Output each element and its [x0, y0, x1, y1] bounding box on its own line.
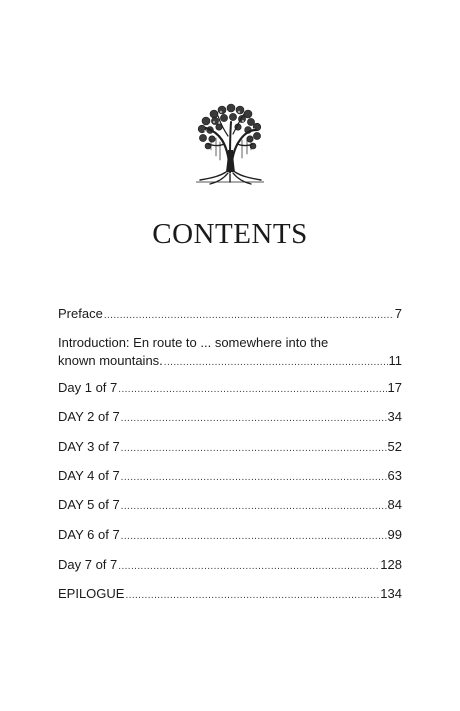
toc-entry-label: DAY 3 of 7 — [58, 439, 120, 454]
toc-entry-introduction[interactable] — [58, 334, 402, 372]
toc-entry-page: 99 — [387, 527, 402, 542]
dot-leader — [121, 469, 387, 487]
toc-entry-day-5[interactable] — [58, 496, 402, 516]
toc-entry-label: DAY 4 of 7 — [58, 468, 120, 483]
toc-entry-label: Preface — [58, 306, 103, 321]
toc-entry-day-6[interactable] — [58, 526, 402, 546]
dot-leader — [121, 528, 387, 546]
toc-entry-label: DAY 2 of 7 — [58, 409, 120, 424]
dot-leader — [118, 381, 386, 399]
toc-entry-page: 11 — [388, 353, 402, 368]
toc-entry-page: 84 — [387, 497, 402, 512]
toc-entry-day-2[interactable] — [58, 408, 402, 428]
dot-leader — [118, 558, 379, 576]
toc-entry-day-1[interactable] — [58, 379, 402, 399]
toc-entry-page: 7 — [394, 306, 402, 321]
tree-icon — [190, 100, 270, 190]
dot-leader — [121, 440, 387, 458]
toc-entry-epilogue[interactable] — [58, 585, 402, 605]
toc-entry-page: 128 — [380, 557, 402, 572]
toc-entry-page: 34 — [387, 409, 402, 424]
toc-entry-page: 134 — [380, 586, 402, 601]
toc-entry-label: DAY 5 of 7 — [58, 497, 120, 512]
toc-entry-day-7[interactable] — [58, 556, 402, 576]
toc-entry-day-3[interactable] — [58, 438, 402, 458]
page-title: CONTENTS — [152, 218, 308, 250]
toc-entry-label: Day 7 of 7 — [58, 557, 118, 572]
toc-entry-day-4[interactable] — [58, 467, 402, 487]
dot-leader — [104, 307, 394, 325]
toc-entry-label: EPILOGUE — [58, 586, 125, 601]
toc-entry-label: Day 1 of 7 — [58, 380, 118, 395]
toc-entry-label: DAY 6 of 7 — [58, 527, 120, 542]
toc-entry-label: known mountains. — [58, 353, 163, 368]
toc-entry-page: 17 — [387, 380, 402, 395]
toc-entry-label-line1: Introduction: En route to ... somewhere into the — [58, 335, 329, 350]
toc-entry-preface[interactable] — [58, 305, 402, 325]
dot-leader — [125, 587, 379, 605]
dot-leader — [164, 354, 388, 372]
toc-entry-page: 63 — [387, 468, 402, 483]
dot-leader — [121, 410, 387, 428]
toc-entry-page: 52 — [387, 439, 402, 454]
dot-leader — [121, 498, 387, 516]
